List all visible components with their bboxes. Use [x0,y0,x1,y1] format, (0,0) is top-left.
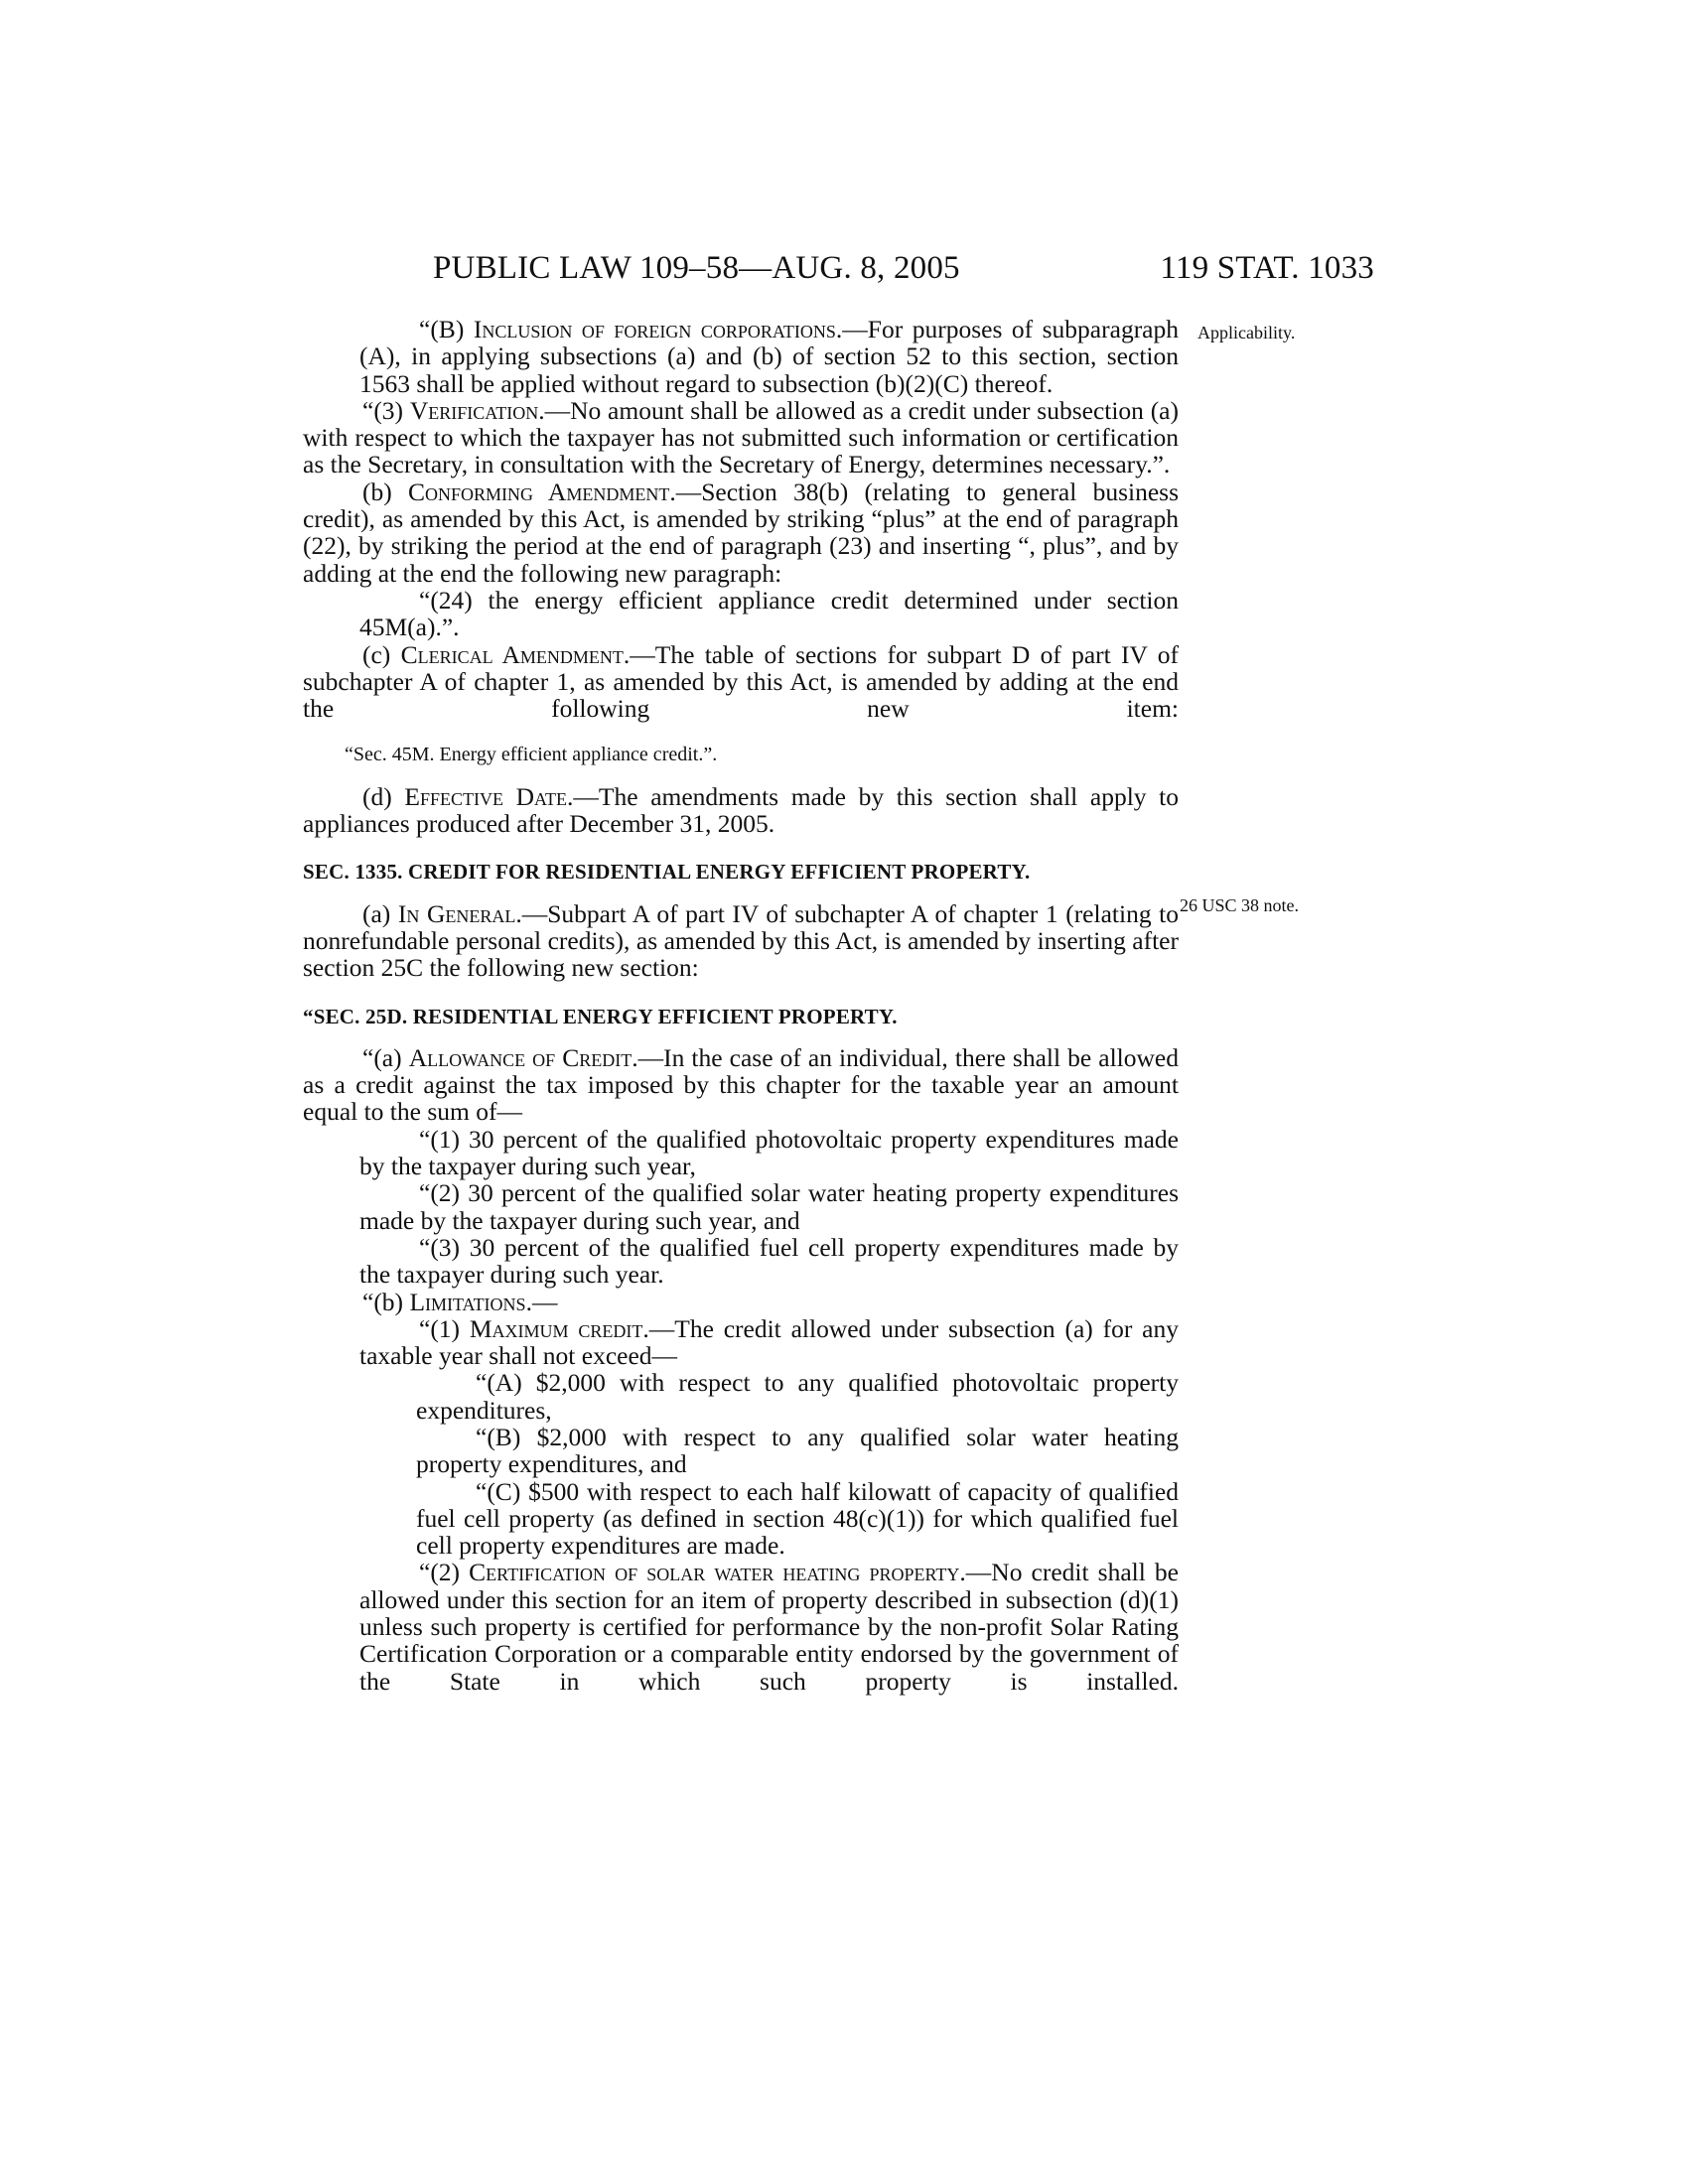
paragraph-b1-maximum: “(1) Maximum credit.—The credit allowed under subsection (a) for any taxable year shall not exceed— [359,1313,1179,1371]
paragraph-b1B: “(B) $2,000 with respect to any qualified solar water heating property expenditures, and [416,1422,1179,1479]
margin-note-applicability: Applicability. [1197,323,1296,342]
paragraph-c-clerical: (c) Clerical Amendment.—The table of sections for subpart D of part IV of subchapter A of chapter 1, as amended by this Act, is amended by adding at the end the following new item: [303,639,1180,724]
paragraph-b-limitations: “(b) Limitations.— [362,1287,558,1316]
heading-limitations: Limitations [409,1287,526,1316]
heading-clerical: Clerical Amendment [400,639,624,669]
paragraph-a-allowance: “(a) Allowance of Credit.—In the case of an individual, there shall be allowed as a credit against the tax imposed by this chapter for the taxable year an amount equal to the sum of— [303,1042,1179,1127]
heading-allowance: Allowance of Credit [408,1042,633,1072]
paragraph-b2-certification: “(2) Certification of solar water heating property.—No credit shall be allowed under this section for an item of property described in subsection (d)(1) unless such property is certified for performance by the non-profit Solar Rating Certification Corporation or a comparable entity endorsed by the government of the State in which such property is installed. [359,1558,1179,1696]
heading-effective: Effective Date [404,781,568,811]
heading-certification: Certification of solar water heating property [469,1558,960,1587]
heading-verification: Verification [409,395,539,425]
body-text [303,316,1179,1695]
paragraph-d-effective: (d) Effective Date.—The amendments made by this section shall apply to appliances produced after December 31, 2005. [303,781,1180,839]
heading-inclusion-foreign: Inclusion of foreign corporations [473,315,836,343]
heading-in-general: In General [397,898,516,928]
running-header-title: PUBLIC LAW 109–58—AUG. 8, 2005 [433,250,960,286]
paragraph-a1: “(1) 30 percent of the qualified photovoltaic property expenditures made by the taxpayer during such year, [359,1124,1179,1181]
paragraph-a3: “(3) 30 percent of the qualified fuel cell property expenditures made by the taxpayer during such year. [359,1232,1179,1290]
heading-conforming: Conforming Amendment [408,477,670,506]
paragraph-b1C: “(C) $500 with respect to each half kilowatt of capacity of qualified fuel cell property (as defined in section 48(c)(1)) for which qualified fuel cell property expenditures are made. [416,1476,1179,1561]
section-heading-1335: SEC. 1335. CREDIT FOR RESIDENTIAL ENERGY EFFICIENT PROPERTY. [303,860,1031,885]
margin-note-usc: 26 USC 38 note. [1180,895,1300,915]
paragraph-24: “(24) the energy efficient appliance credit determined under section 45M(a).”. [359,585,1179,642]
paragraph-b-conforming: (b) Conforming Amendment.—Section 38(b) (relating to general business credit), as amended by this Act, is amended by striking “plus” at the end of paragraph (22), by striking the period at the end of paragraph (23) and inserting “, plus”, and by adding at the end the following new paragraph: [303,477,1179,588]
paragraph-3-verification: “(3) Verification.—No amount shall be allowed as a credit under subsection (a) with respect to which the taxpayer has not submitted such information or certification as the Secretary, in consultation with the Secretary of Energy, determines necessary.”. [303,395,1179,479]
paragraph-b-inclusion: “(B) Inclusion of foreign corporations.—For purposes of subparagraph (A), in applying subsections (a) and (b) of section 52 to this section, section 1563 shall be applied without regard to subsection (b)(2)(C) thereof. [359,315,1179,398]
paragraph-a2: “(2) 30 percent of the qualified solar water heating property expenditures made by the taxpayer during such year, and [359,1178,1179,1235]
running-header-page: 119 STAT. 1033 [1160,250,1374,286]
paragraph-b1A: “(A) $2,000 with respect to any qualified photovoltaic property expenditures, [416,1368,1179,1425]
heading-maximum-credit: Maximum credit [469,1313,643,1343]
table-item-45m: “Sec. 45M. Energy efficient appliance credit.”. [345,744,718,766]
section-heading-25d: “SEC. 25D. RESIDENTIAL ENERGY EFFICIENT PROPERTY. [303,1004,898,1028]
paragraph-a-in-general: (a) In General.—Subpart A of part IV of subchapter A of chapter 1 (relating to nonrefundable personal credits), as amended by this Act, is amended by inserting after section 25C the following new section: [303,898,1179,983]
